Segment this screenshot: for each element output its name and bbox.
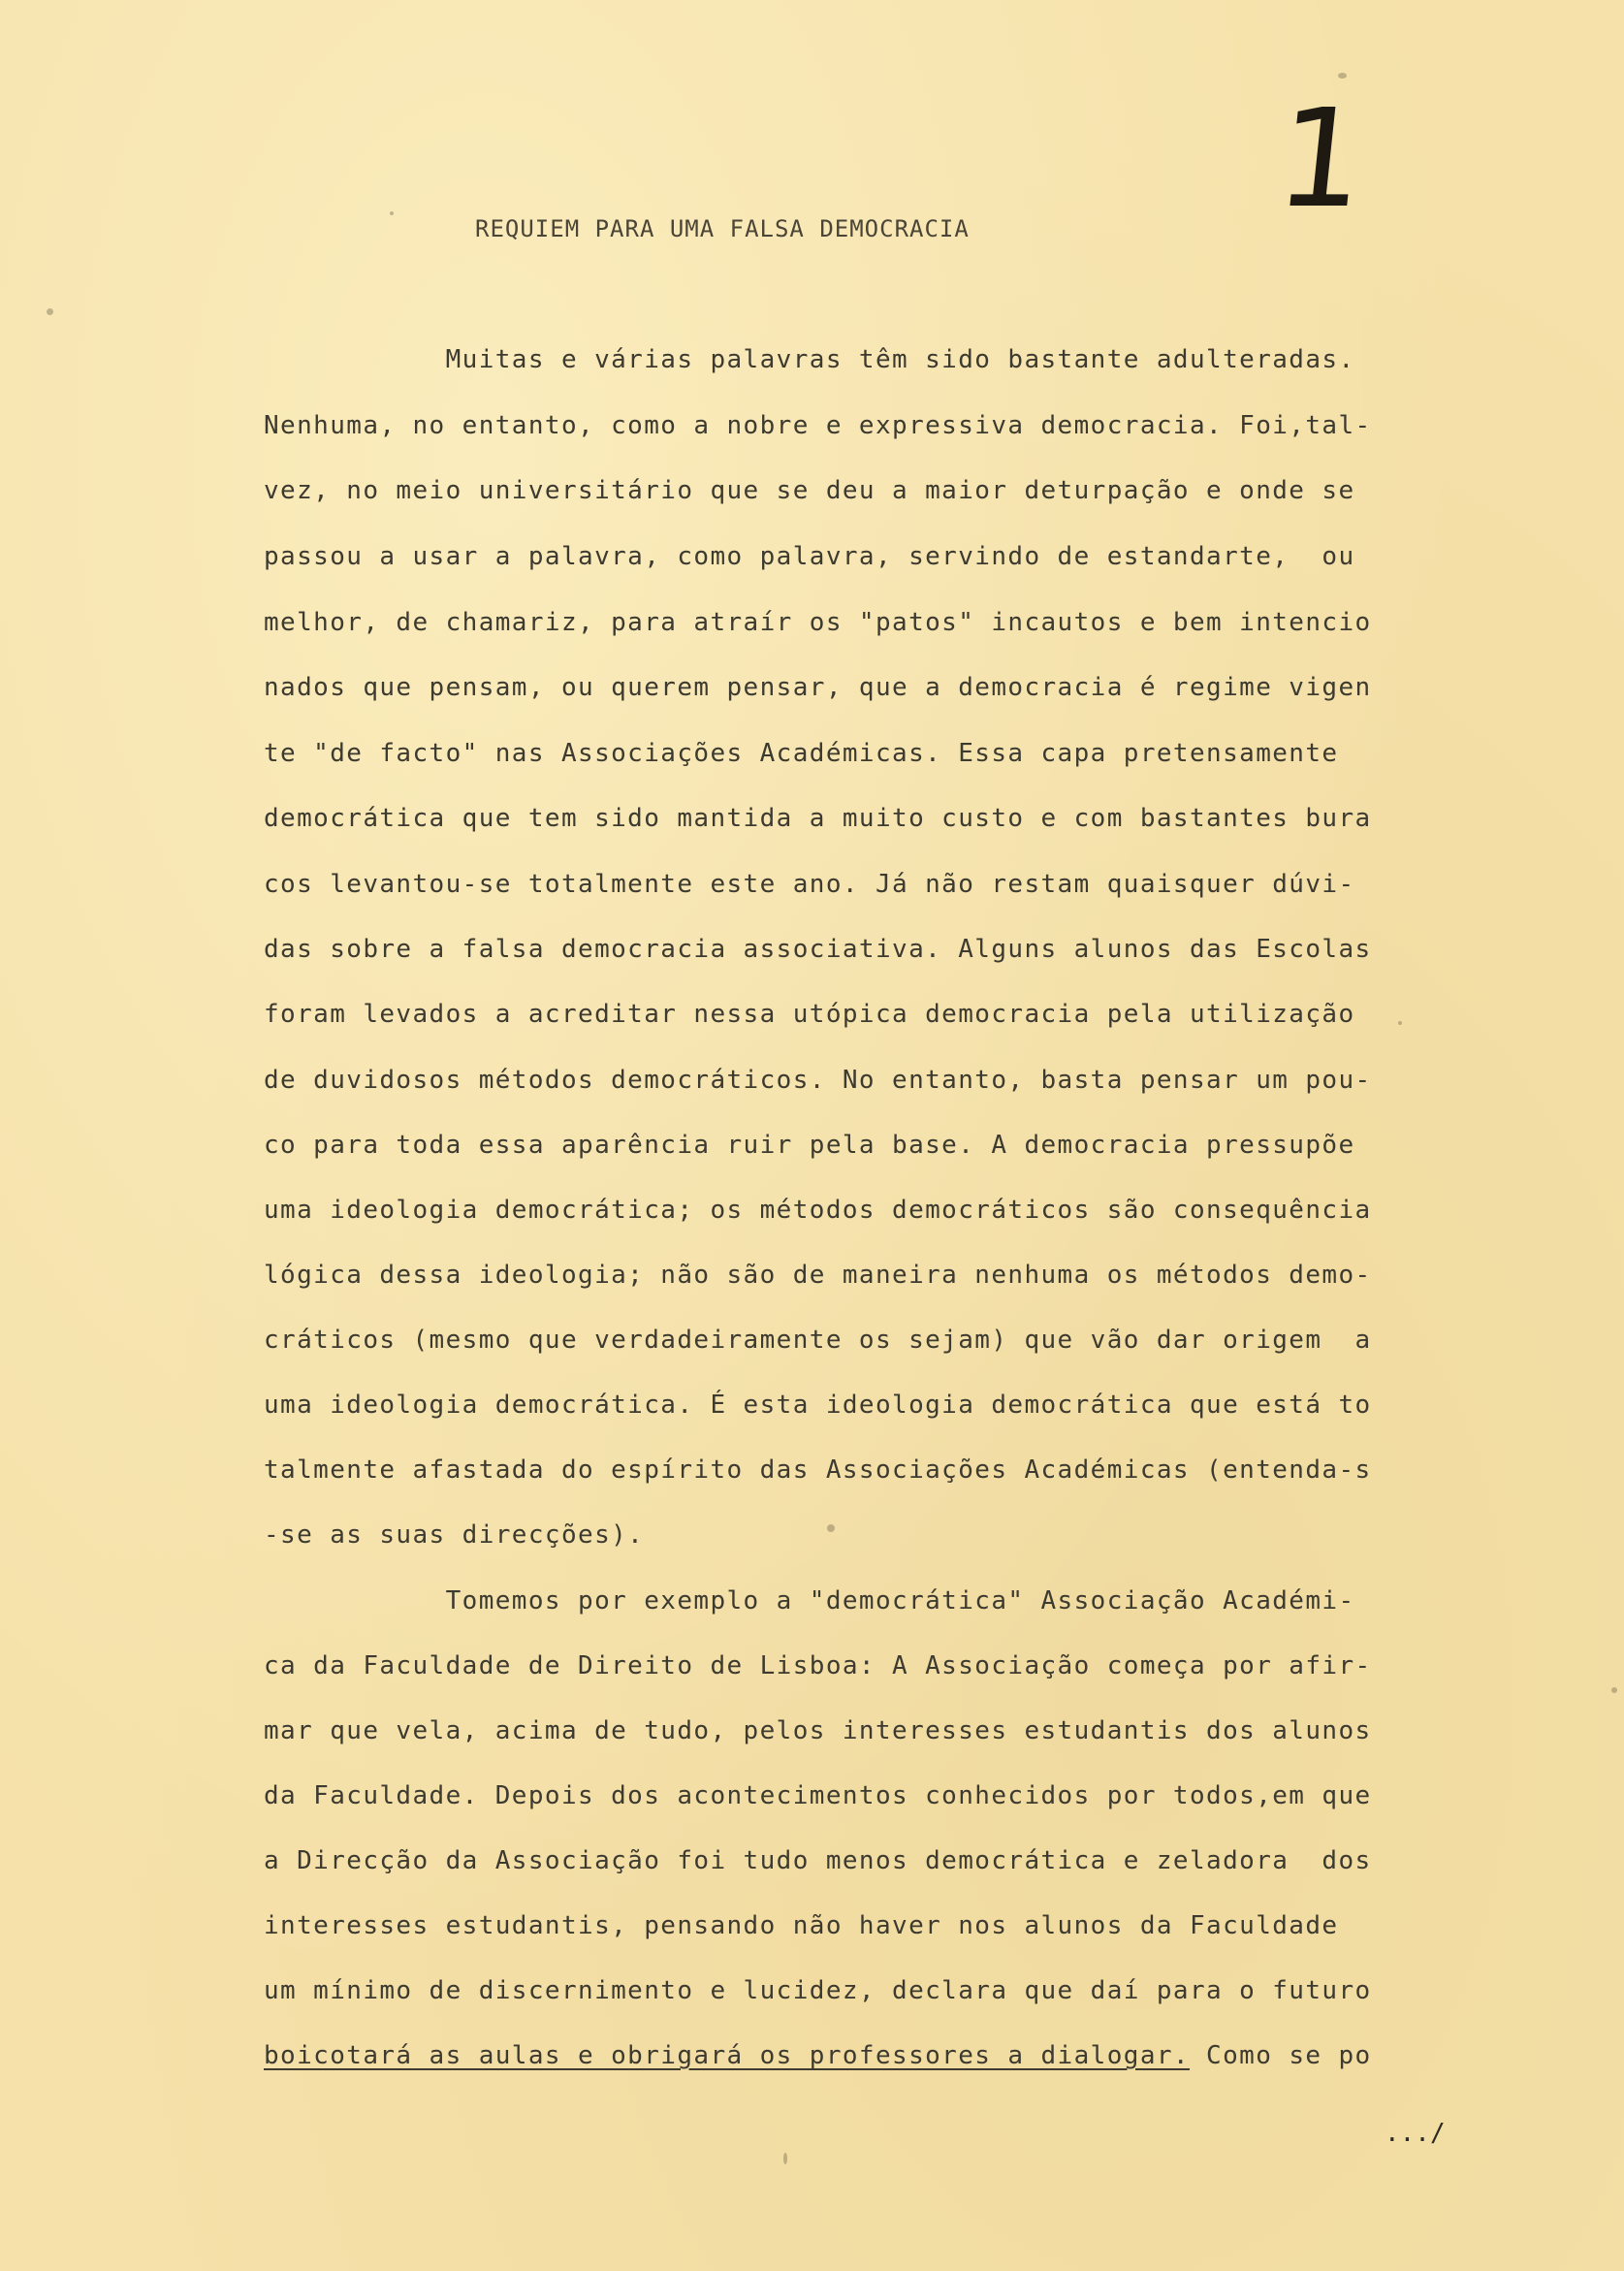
paper-speck xyxy=(1398,1021,1402,1025)
text-line: uma ideologia democrática. É esta ideologia democrática que está to xyxy=(264,1391,1372,1420)
document-title: REQUIEM PARA UMA FALSA DEMOCRACIA xyxy=(475,215,970,242)
text-line: melhor, de chamariz, para atraír os "patos" incautos e bem intencio xyxy=(264,608,1372,637)
text-line: mar que vela, acima de tudo, pelos interesses estudantis dos alunos xyxy=(264,1716,1372,1745)
text-line: das sobre a falsa democracia associativa. Alguns alunos das Escolas xyxy=(264,935,1372,964)
text-line: te "de facto" nas Associações Académicas. Essa capa pretensamente xyxy=(264,739,1339,768)
text-line: uma ideologia democrática; os métodos democráticos são consequência xyxy=(264,1196,1372,1225)
paper-speck xyxy=(827,1524,835,1532)
text-line: nados que pensam, ou querem pensar, que a democracia é regime vigen xyxy=(264,673,1372,702)
text-line: um mínimo de discernimento e lucidez, declara que daí para o futuro xyxy=(264,1976,1372,2005)
text-line: passou a usar a palavra, como palavra, servindo de estandarte, ou xyxy=(264,542,1355,571)
text-line: Tomemos por exemplo a "democrática" Associação Académi- xyxy=(264,1586,1355,1615)
text-line-last xyxy=(264,2041,1372,2070)
paper-speck xyxy=(1611,1687,1617,1693)
text-line: talmente afastada do espírito das Associações Académicas (entenda-s xyxy=(264,1455,1372,1485)
text-line: Muitas e várias palavras têm sido bastante adulteradas. xyxy=(264,345,1355,374)
paper-speck xyxy=(390,211,394,215)
text-line: de duvidosos métodos democráticos. No entanto, basta pensar um pou- xyxy=(264,1066,1372,1095)
paper-speck xyxy=(47,308,53,315)
text-line: democrática que tem sido mantida a muito custo e com bastantes bura xyxy=(264,804,1372,833)
text-line: -se as suas direcções). xyxy=(264,1520,645,1550)
text-line: a Direcção da Associação foi tudo menos democrática e zeladora dos xyxy=(264,1846,1372,1875)
text-line: cos levantou-se totalmente este ano. Já não restam quaisquer dúvi- xyxy=(264,870,1355,899)
text-line: cráticos (mesmo que verdadeiramente os sejam) que vão dar origem a xyxy=(264,1326,1372,1355)
underlined-phrase: boicotará as aulas e obrigará os professores a dialogar. xyxy=(264,2041,1190,2070)
text-line: ca da Faculdade de Direito de Lisboa: A Associação começa por afir- xyxy=(264,1651,1372,1680)
paper-speck xyxy=(1338,73,1347,79)
text-line: lógica dessa ideologia; não são de maneira nenhuma os métodos demo- xyxy=(264,1261,1372,1290)
text-line: Nenhuma, no entanto, como a nobre e expressiva democracia. Foi,tal- xyxy=(264,411,1372,440)
text-line: co para toda essa aparência ruir pela base. A democracia pressupõe xyxy=(264,1131,1355,1160)
text-line-tail: Como se po xyxy=(1190,2041,1372,2070)
text-line: da Faculdade. Depois dos acontecimentos conhecidos por todos,em que xyxy=(264,1781,1372,1810)
text-line: vez, no meio universitário que se deu a maior deturpação e onde se xyxy=(264,476,1355,505)
text-line: foram levados a acreditar nessa utópica democracia pela utilização xyxy=(264,1000,1355,1029)
page-number: 1 xyxy=(1269,80,1373,239)
continuation-mark: .../ xyxy=(1385,2119,1446,2148)
text-line: interesses estudantis, pensando não haver nos alunos da Faculdade xyxy=(264,1911,1339,1940)
paper-speck xyxy=(783,2153,787,2164)
